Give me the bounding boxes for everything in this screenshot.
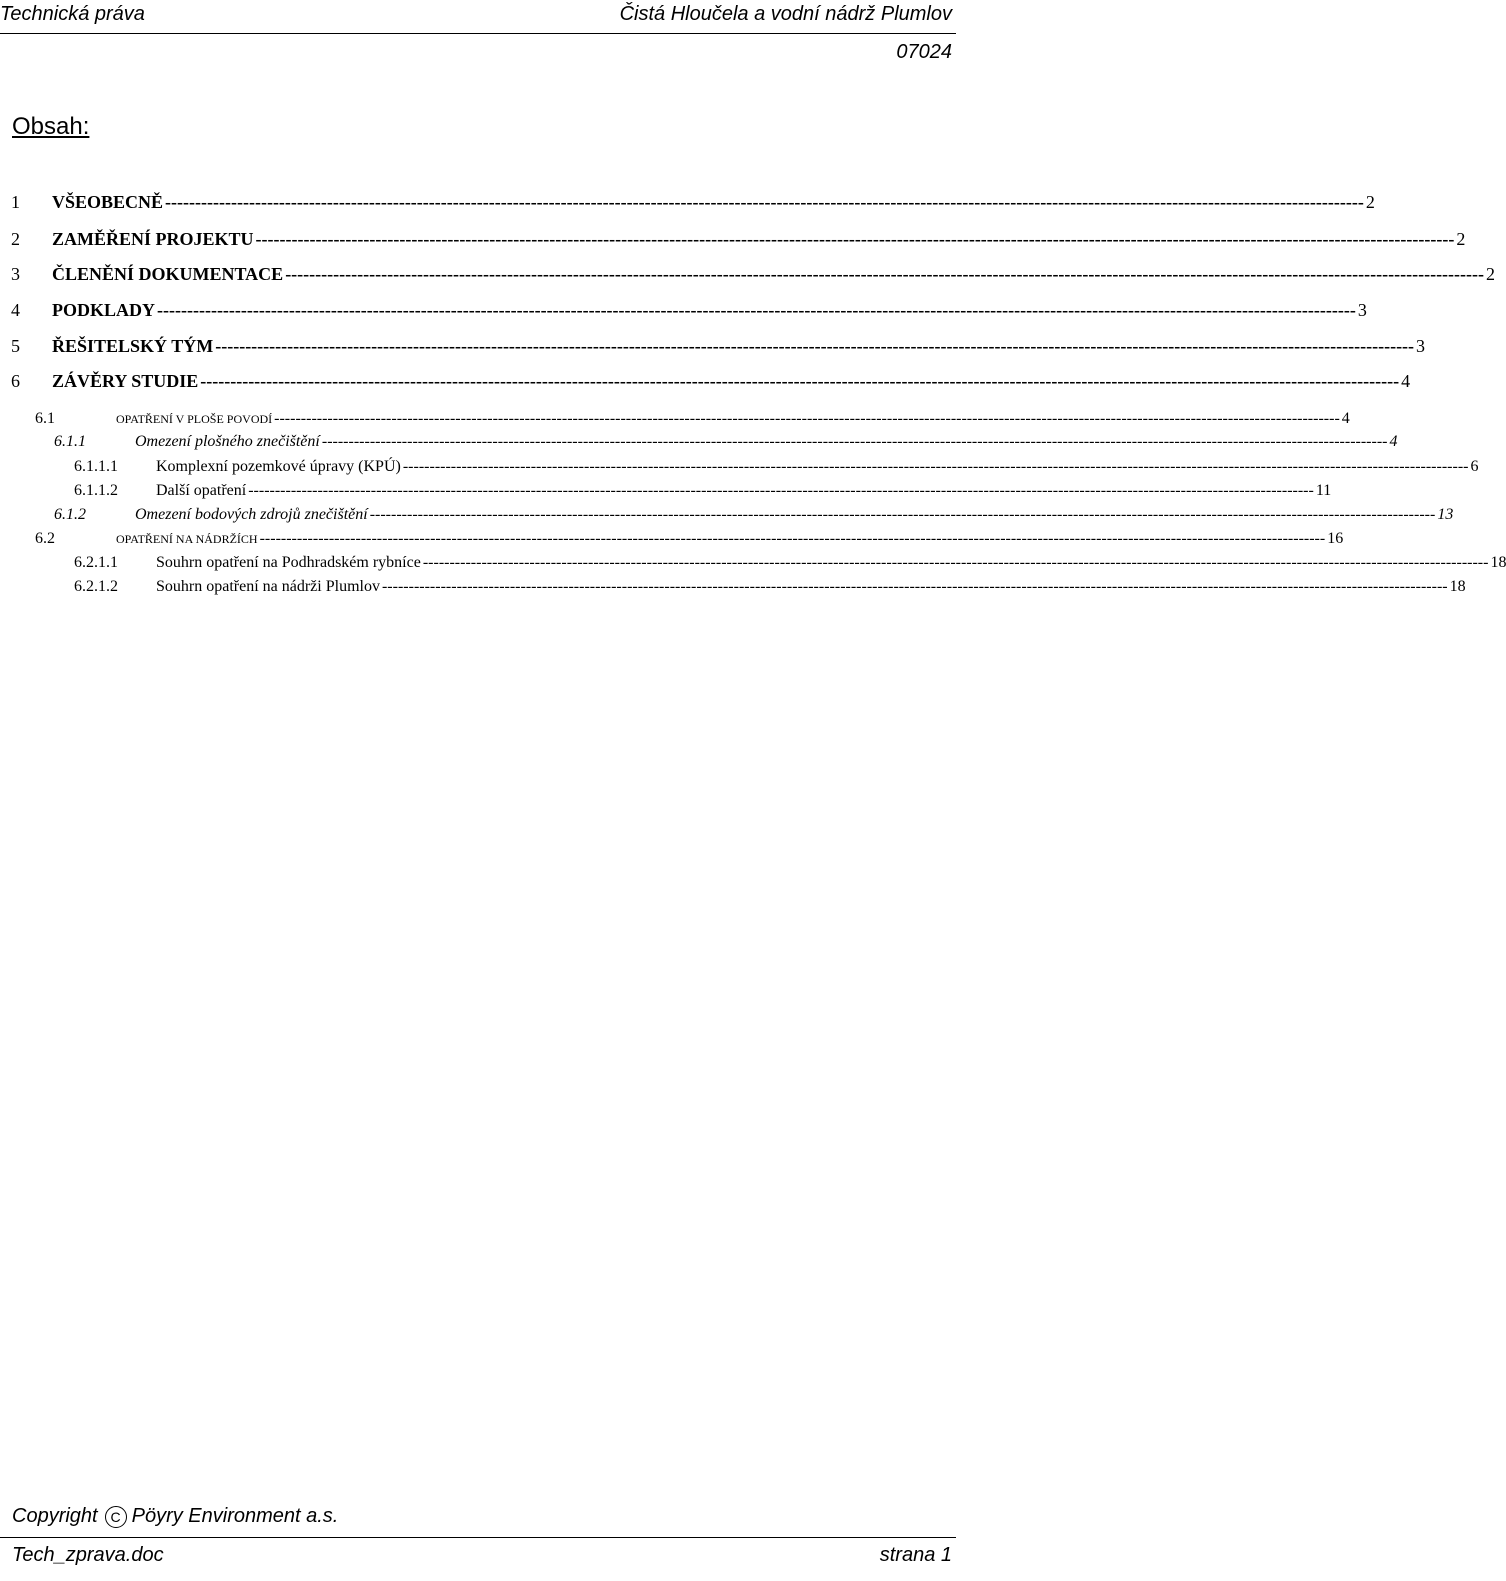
toc-entry-title: OPATŘENÍ V PLOŠE POVODÍ [116, 412, 273, 426]
toc-entry-number: 1 [11, 192, 20, 212]
toc-entry-title: ČLENĚNÍ DOKUMENTACE [52, 264, 284, 284]
toc-leader: -------------------------------------------------------------------------------------------------------------------------------------------------------------------------------------------------------- [285, 264, 1485, 284]
toc-entry-title: ZÁVĚRY STUDIE [52, 371, 199, 391]
toc-entry-title-wrap [116, 530, 258, 548]
toc-entry-page: 18 [1449, 578, 1466, 595]
toc-entry-title: OPATŘENÍ NA NÁDRŽÍCH [116, 532, 258, 546]
toc-leader: -------------------------------------------------------------------------------------------------------------------------------------------------------------------------------------------------------- [157, 300, 1356, 320]
toc-entry[interactable] [11, 192, 1375, 213]
document-number: 07024 [896, 41, 952, 63]
toc-entry-number: 2 [11, 229, 20, 249]
toc-leader: -------------------------------------------------------------------------------------------------------------------------------------------------------------------------------------------------------- [321, 433, 1388, 450]
toc-entry-title: ŘEŠITELSKÝ TÝM [52, 336, 214, 356]
toc-entry-number: 6.1.1.1 [74, 458, 118, 475]
copyright-icon: C [105, 1506, 127, 1528]
footer-divider [0, 1537, 956, 1538]
footer-page-number: strana 1 [879, 1544, 952, 1566]
toc-leader: -------------------------------------------------------------------------------------------------------------------------------------------------------------------------------------------------------- [259, 530, 1326, 547]
toc-entry-number: 6.2.1.1 [74, 554, 118, 571]
toc-entry-page: 4 [1341, 410, 1350, 427]
toc-entry-number: 3 [11, 264, 20, 284]
company-name: Pöyry Environment a.s. [131, 1505, 339, 1527]
toc-leader: -------------------------------------------------------------------------------------------------------------------------------------------------------------------------------------------------------- [274, 410, 1340, 427]
toc-leader: -------------------------------------------------------------------------------------------------------------------------------------------------------------------------------------------------------- [200, 371, 1400, 391]
toc-entry[interactable] [11, 229, 1466, 250]
header-left-title: Technická práva [0, 3, 145, 25]
copyright-label: Copyright [12, 1505, 98, 1527]
toc-entry[interactable] [11, 336, 1426, 357]
toc-entry[interactable] [74, 482, 1332, 500]
footer-filename: Tech_zprava.doc [12, 1544, 164, 1566]
header-right-title: Čistá Hloučela a vodní nádrž Plumlov [619, 3, 952, 25]
toc-entry-number: 4 [11, 300, 20, 320]
toc-entry-page: 11 [1315, 482, 1332, 499]
toc-entry-page: 2 [1365, 192, 1375, 212]
toc-entry-page: 6 [1470, 458, 1479, 475]
toc-entry-title: Souhrn opatření na Podhradském rybníce [156, 554, 421, 571]
toc-entry[interactable] [35, 410, 1350, 428]
toc-entry[interactable] [54, 506, 1454, 524]
toc-entry[interactable] [54, 433, 1398, 451]
toc-entry-number: 6.1.2 [54, 506, 86, 523]
footer-copyright [12, 1505, 338, 1528]
toc-entry-page: 2 [1456, 229, 1466, 249]
toc-entry-page: 4 [1401, 371, 1411, 391]
toc-entry-number: 5 [11, 336, 20, 356]
toc-leader: -------------------------------------------------------------------------------------------------------------------------------------------------------------------------------------------------------- [255, 229, 1455, 249]
toc-entry-title: PODKLADY [52, 300, 155, 320]
toc-entry-title-wrap [116, 410, 272, 428]
toc-entry-page: 4 [1389, 433, 1398, 450]
toc-entry-page: 16 [1327, 530, 1344, 547]
toc-entry-page: 3 [1357, 300, 1367, 320]
toc-entry-page: 3 [1416, 336, 1426, 356]
toc-entry-number: 6.1 [35, 410, 55, 427]
toc-leader: -------------------------------------------------------------------------------------------------------------------------------------------------------------------------------------------------------- [248, 482, 1314, 499]
toc-entry-page: 2 [1486, 264, 1496, 284]
toc-title: Obsah: [12, 113, 90, 140]
toc-entry-number: 6.1.1.2 [74, 482, 118, 499]
toc-entry[interactable] [74, 458, 1479, 476]
toc-entry-title: Souhrn opatření na nádrži Plumlov [156, 578, 380, 595]
toc-entry-title: Další opatření [156, 482, 247, 499]
toc-leader: -------------------------------------------------------------------------------------------------------------------------------------------------------------------------------------------------------- [381, 578, 1448, 595]
toc-entry-title: Komplexní pozemkové úpravy (KPÚ) [156, 458, 401, 475]
toc-entry-title: Omezení plošného znečištění [135, 433, 320, 450]
toc-entry-title: ZAMĚŘENÍ PROJEKTU [52, 229, 254, 249]
toc-entry[interactable] [11, 371, 1411, 392]
toc-entry-number: 6.1.1 [54, 433, 86, 450]
toc-leader: -------------------------------------------------------------------------------------------------------------------------------------------------------------------------------------------------------- [215, 336, 1415, 356]
toc-entry-number: 6.2.1.2 [74, 578, 118, 595]
toc-entry-page: 18 [1490, 554, 1506, 571]
toc-entry-title: VŠEOBECNĚ [52, 192, 164, 212]
toc-entry[interactable] [11, 264, 1496, 285]
toc-leader: -------------------------------------------------------------------------------------------------------------------------------------------------------------------------------------------------------- [402, 458, 1469, 475]
header-divider [0, 33, 956, 34]
toc-entry[interactable] [74, 554, 1506, 572]
toc-entry[interactable] [74, 578, 1466, 596]
toc-entry-page: 13 [1437, 506, 1454, 523]
toc-leader: -------------------------------------------------------------------------------------------------------------------------------------------------------------------------------------------------------- [165, 192, 1364, 212]
toc-leader: -------------------------------------------------------------------------------------------------------------------------------------------------------------------------------------------------------- [422, 554, 1489, 571]
toc-entry-number: 6 [11, 371, 20, 391]
toc-entry-number: 6.2 [35, 530, 55, 547]
toc-entry-title: Omezení bodových zdrojů znečištění [135, 506, 368, 523]
toc-entry[interactable] [11, 300, 1367, 321]
toc-entry[interactable] [35, 530, 1344, 548]
toc-leader: -------------------------------------------------------------------------------------------------------------------------------------------------------------------------------------------------------- [369, 506, 1436, 523]
